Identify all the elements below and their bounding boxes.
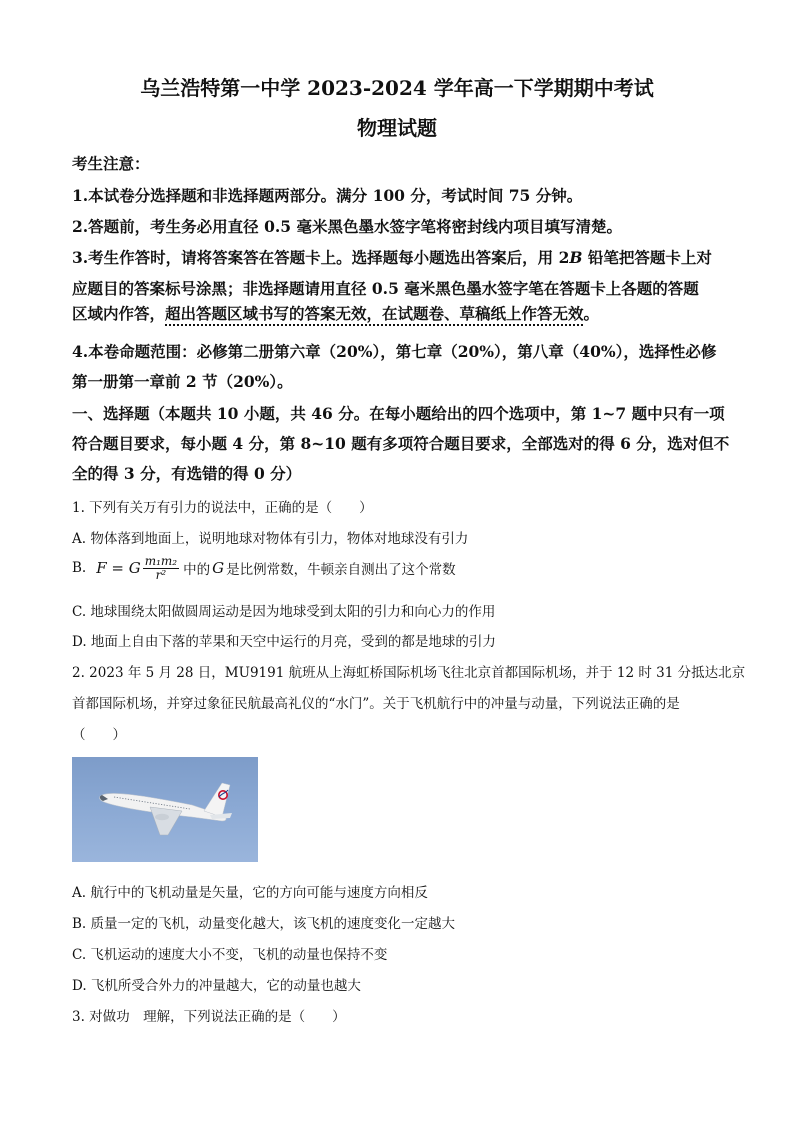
option-b-mid: 中的 [183,562,211,579]
question-3-stem: 3. 对做功 理解，下列说法正确的是（ ） [72,1009,346,1025]
exam-subtitle: 物理试题 [357,116,437,140]
gravitation-formula [96,555,181,581]
notice-item-3-text-a: 3.考生作答时，请将答案答在答题卡上。选择题每小题选出答案后，用 2 [72,248,570,267]
section-1-heading-line-3: 全的得 3 分，有选错的得 0 分） [72,464,302,483]
notice-item-1: 1.本试卷分选择题和非选择题两部分。满分 100 分，考试时间 75 分钟。 [72,186,583,205]
notice-heading: 考生注意： [72,154,150,173]
formula-lhs: F = G [96,559,141,578]
section-1-heading-line-2: 符合题目要求，每小题 4 分，第 8~10 题有多项符合题目要求，全部选对的得 6 分，选对但不 [72,434,730,453]
option-b-label: B. [72,560,87,577]
notice-item-3-emphasis: 超出答题区域书写的答案无效，在试题卷、草稿纸上作答无效 [165,304,584,323]
question-2-option-b: B. 质量一定的飞机，动量变化越大，该飞机的速度变化一定越大 [72,916,456,932]
notice-item-3-line-1 [72,246,712,268]
formula-denominator: r² [155,567,167,582]
question-2-stem-line-3: （ ） [72,727,126,743]
formula-numerator: m₁m₂ [144,554,178,568]
airplane-illustration [72,757,258,862]
airplane-photo [72,757,258,862]
question-1-stem: 1. 下列有关万有引力的说法中，正确的是（ ） [72,500,373,516]
notice-item-4-line-1: 4.本卷命题范围：必修第二册第六章（20%），第七章（20%），第八章（40%），选择性必修 [72,342,717,361]
question-2-stem-line-2: 首都国际机场，并穿过象征民航最高礼仪的“水门”。关于飞机航行中的冲量与动量，下列说法正确的是 [72,696,680,712]
question-1-option-b [72,555,456,581]
question-2-stem-line-1: 2. 2023 年 5 月 28 日，MU9191 航班从上海虹桥国际机场飞往北京首都国际机场，并于 12 时 31 分抵达北京 [72,665,746,681]
notice-item-3-line-3 [72,302,599,324]
notice-item-2: 2.答题前，考生务必用直径 0.5 毫米黑色墨水签字笔将密封线内项目填写清楚。 [72,217,622,236]
notice-item-4-line-2: 第一册第一章前 2 节（20%）。 [72,372,293,391]
notice-item-3-line-3-start: 区域内作答， [72,304,166,323]
exam-title: 乌兰浩特第一中学 2023-2024 学年高一下学期期中考试 [140,76,654,100]
constant-g: G [212,559,225,578]
notice-item-3-line-3-end: 。 [583,304,600,323]
question-2-option-c: C. 飞机运动的速度大小不变，飞机的动量也保持不变 [72,947,388,963]
question-2-option-a: A. 航行中的飞机动量是矢量，它的方向可能与速度方向相反 [72,885,428,901]
notice-item-3-text-c: 铅笔把答题卡上对 [582,248,712,267]
question-1-option-a: A. 物体落到地面上，说明地球对物体有引力，物体对地球没有引力 [72,531,469,547]
option-b-rest: 是比例常数，牛顿亲自测出了这个常数 [226,562,456,579]
question-1-option-d: D. 地面上自由下落的苹果和天空中运行的月亮，受到的都是地球的引力 [72,634,496,650]
section-1-heading-line-1: 一、选择题（本题共 10 小题，共 46 分。在每小题给出的四个选项中，第 1~7 题中只有一项 [72,404,725,423]
pencil-grade-letter: B [569,248,583,267]
question-2-option-d: D. 飞机所受合外力的冲量越大，它的动量也越大 [72,978,361,994]
notice-item-3-line-2: 应题目的答案标号涂黑；非选择题请用直径 0.5 毫米黑色墨水签字笔在答题卡上各题的答题 [72,279,699,298]
formula-fraction [143,555,179,581]
question-1-option-c: C. 地球围绕太阳做圆周运动是因为地球受到太阳的引力和向心力的作用 [72,604,496,620]
